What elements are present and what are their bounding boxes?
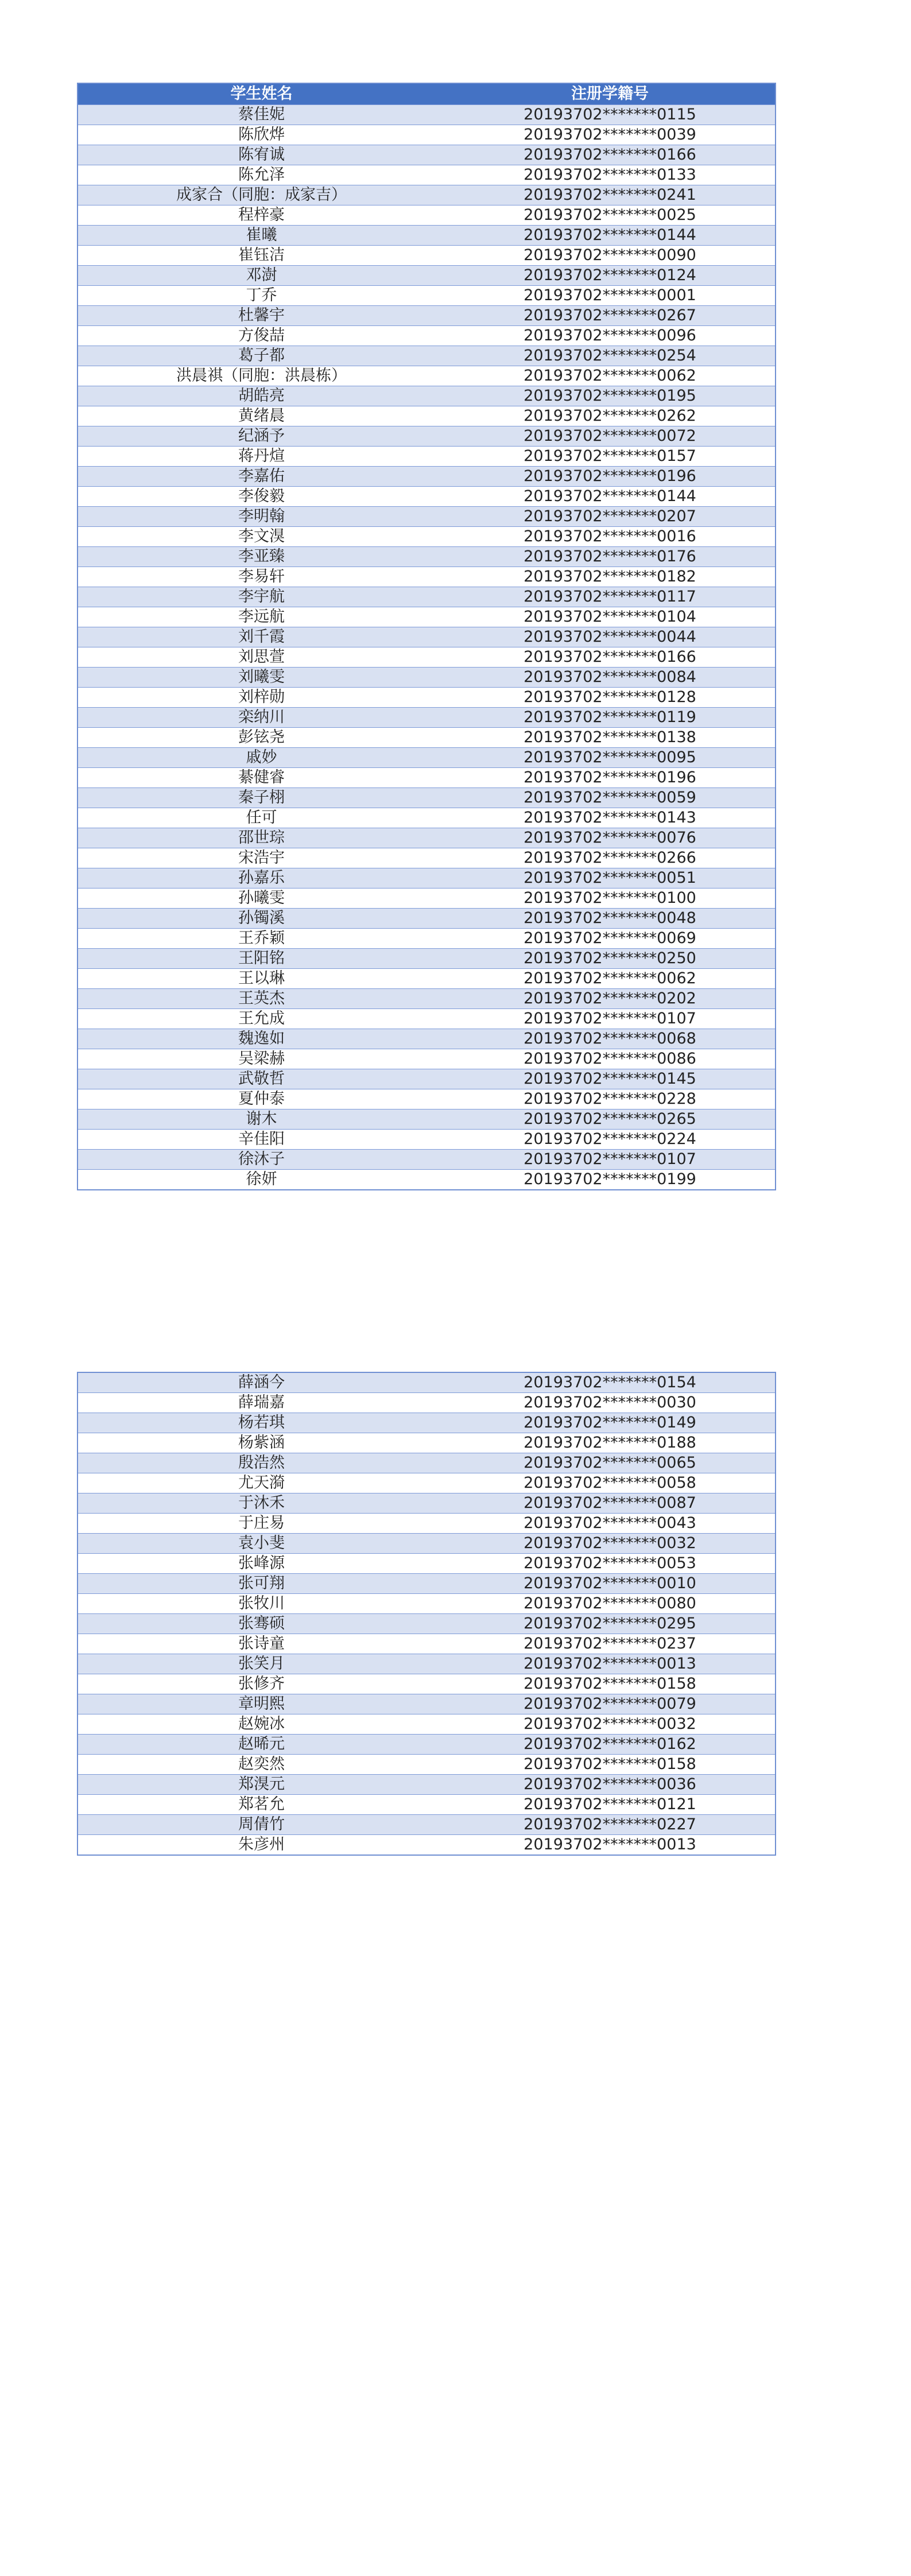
table-row <box>77 1554 776 1574</box>
student-name-cell: 杜馨宇 <box>77 306 445 326</box>
table-row <box>77 889 776 909</box>
student-name-cell: 葛子都 <box>77 346 445 366</box>
student-name-cell: 王英杰 <box>77 989 445 1009</box>
student-name-cell: 武敬哲 <box>77 1069 445 1089</box>
table-row <box>77 1755 776 1775</box>
registration-id-cell: 20193702*******0166 <box>445 647 776 668</box>
table-row <box>77 1775 776 1795</box>
roster-table-page-2 <box>77 1372 776 1856</box>
student-name-cell: 刘千霞 <box>77 627 445 647</box>
header-student-name: 学生姓名 <box>77 83 445 105</box>
student-name-cell: 崔曦 <box>77 226 445 246</box>
registration-id-cell: 20193702*******0059 <box>445 788 776 808</box>
table-row <box>77 1473 776 1493</box>
registration-id-cell: 20193702*******0144 <box>445 487 776 507</box>
registration-id-cell: 20193702*******0010 <box>445 1574 776 1594</box>
roster-body-page-1 <box>77 105 776 1190</box>
table-row <box>77 607 776 627</box>
registration-id-cell: 20193702*******0188 <box>445 1433 776 1453</box>
table-row <box>77 1634 776 1654</box>
registration-id-cell: 20193702*******0025 <box>445 205 776 226</box>
student-name-cell: 张可翔 <box>77 1574 445 1594</box>
student-name-cell: 陈允泽 <box>77 165 445 185</box>
student-name-cell: 邵世琮 <box>77 828 445 848</box>
registration-id-cell: 20193702*******0196 <box>445 467 776 487</box>
registration-id-cell: 20193702*******0086 <box>445 1049 776 1069</box>
table-row <box>77 1049 776 1069</box>
registration-id-cell: 20193702*******0090 <box>445 246 776 266</box>
table-row <box>77 868 776 889</box>
table-row <box>77 326 776 346</box>
student-name-cell: 张峰源 <box>77 1554 445 1574</box>
table-row <box>77 909 776 929</box>
table-row <box>77 728 776 748</box>
registration-id-cell: 20193702*******0115 <box>445 105 776 125</box>
table-row <box>77 1130 776 1150</box>
student-name-cell: 李远航 <box>77 607 445 627</box>
table-row <box>77 1694 776 1714</box>
table-row <box>77 1433 776 1453</box>
table-row <box>77 306 776 326</box>
table-row <box>77 346 776 366</box>
table-row <box>77 708 776 728</box>
student-name-cell: 杨紫涵 <box>77 1433 445 1453</box>
student-name-cell: 孙镯溪 <box>77 909 445 929</box>
table-row <box>77 1413 776 1433</box>
registration-id-cell: 20193702*******0158 <box>445 1755 776 1775</box>
registration-id-cell: 20193702*******0176 <box>445 547 776 567</box>
table-row <box>77 1493 776 1514</box>
registration-id-cell: 20193702*******0051 <box>445 868 776 889</box>
student-name-cell: 黄绪晨 <box>77 406 445 426</box>
registration-id-cell: 20193702*******0143 <box>445 808 776 828</box>
registration-id-cell: 20193702*******0149 <box>445 1413 776 1433</box>
registration-id-cell: 20193702*******0133 <box>445 165 776 185</box>
registration-id-cell: 20193702*******0095 <box>445 748 776 768</box>
table-row <box>77 627 776 647</box>
student-name-cell: 魏逸如 <box>77 1029 445 1049</box>
table-row <box>77 688 776 708</box>
header-registration-id: 注册学籍号 <box>445 83 776 105</box>
registration-id-cell: 20193702*******0079 <box>445 1694 776 1714</box>
student-name-cell: 袁小斐 <box>77 1534 445 1554</box>
registration-id-cell: 20193702*******0162 <box>445 1735 776 1755</box>
table-row <box>77 1453 776 1473</box>
registration-id-cell: 20193702*******0076 <box>445 828 776 848</box>
table-row <box>77 768 776 788</box>
registration-id-cell: 20193702*******0036 <box>445 1775 776 1795</box>
registration-id-cell: 20193702*******0267 <box>445 306 776 326</box>
registration-id-cell: 20193702*******0032 <box>445 1714 776 1735</box>
table-row <box>77 286 776 306</box>
table-row <box>77 949 776 969</box>
table-row <box>77 105 776 125</box>
registration-id-cell: 20193702*******0032 <box>445 1534 776 1554</box>
student-name-cell: 李亚臻 <box>77 547 445 567</box>
student-name-cell: 章明熙 <box>77 1694 445 1714</box>
registration-id-cell: 20193702*******0138 <box>445 728 776 748</box>
registration-id-cell: 20193702*******0202 <box>445 989 776 1009</box>
table-row <box>77 507 776 527</box>
table-row <box>77 647 776 668</box>
registration-id-cell: 20193702*******0053 <box>445 1554 776 1574</box>
registration-id-cell: 20193702*******0084 <box>445 668 776 688</box>
table-row <box>77 547 776 567</box>
registration-id-cell: 20193702*******0254 <box>445 346 776 366</box>
roster-body-page-2 <box>77 1372 776 1855</box>
student-name-cell: 李明翰 <box>77 507 445 527</box>
student-name-cell: 孙曦雯 <box>77 889 445 909</box>
registration-id-cell: 20193702*******0237 <box>445 1634 776 1654</box>
table-row <box>77 487 776 507</box>
roster-table-page-1 <box>77 83 776 1190</box>
student-name-cell: 秦子栩 <box>77 788 445 808</box>
student-name-cell: 胡皓亮 <box>77 386 445 406</box>
student-name-cell: 李俊毅 <box>77 487 445 507</box>
student-name-cell: 王允成 <box>77 1009 445 1029</box>
student-name-cell: 彭铉尧 <box>77 728 445 748</box>
student-name-cell: 崔钰洁 <box>77 246 445 266</box>
table-row <box>77 266 776 286</box>
student-name-cell: 李易轩 <box>77 567 445 587</box>
table-row <box>77 929 776 949</box>
registration-id-cell: 20193702*******0265 <box>445 1109 776 1130</box>
table-row <box>77 668 776 688</box>
student-name-cell: 王乔颖 <box>77 929 445 949</box>
student-name-cell: 杨若琪 <box>77 1413 445 1433</box>
table-row <box>77 165 776 185</box>
student-name-cell: 谢木 <box>77 1109 445 1130</box>
registration-id-cell: 20193702*******0044 <box>445 627 776 647</box>
table-row <box>77 246 776 266</box>
table-row <box>77 386 776 406</box>
student-name-cell: 戚妙 <box>77 748 445 768</box>
student-name-cell: 尤天漪 <box>77 1473 445 1493</box>
student-name-cell: 刘曦雯 <box>77 668 445 688</box>
table-row <box>77 125 776 145</box>
table-row <box>77 1614 776 1634</box>
student-name-cell: 綦健睿 <box>77 768 445 788</box>
registration-id-cell: 20193702*******0154 <box>445 1372 776 1393</box>
registration-id-cell: 20193702*******0199 <box>445 1170 776 1190</box>
registration-id-cell: 20193702*******0087 <box>445 1493 776 1514</box>
student-name-cell: 郑湨元 <box>77 1775 445 1795</box>
table-row <box>77 1574 776 1594</box>
table-row <box>77 226 776 246</box>
table-row <box>77 1170 776 1190</box>
registration-id-cell: 20193702*******0157 <box>445 447 776 467</box>
student-name-cell: 刘梓勋 <box>77 688 445 708</box>
student-name-cell: 纪涵予 <box>77 426 445 447</box>
student-name-cell: 夏仲泰 <box>77 1089 445 1109</box>
table-row <box>77 1514 776 1534</box>
registration-id-cell: 20193702*******0039 <box>445 125 776 145</box>
registration-id-cell: 20193702*******0043 <box>445 1514 776 1534</box>
student-name-cell: 丁乔 <box>77 286 445 306</box>
table-row <box>77 989 776 1009</box>
student-name-cell: 张骞硕 <box>77 1614 445 1634</box>
student-name-cell: 宋浩宇 <box>77 848 445 868</box>
registration-id-cell: 20193702*******0224 <box>445 1130 776 1150</box>
table-row <box>77 587 776 607</box>
registration-id-cell: 20193702*******0182 <box>445 567 776 587</box>
table-row <box>77 426 776 447</box>
table-row <box>77 1009 776 1029</box>
student-name-cell: 于庄易 <box>77 1514 445 1534</box>
student-name-cell: 赵婉冰 <box>77 1714 445 1735</box>
table-row <box>77 1109 776 1130</box>
student-name-cell: 王阳铭 <box>77 949 445 969</box>
table-row <box>77 1795 776 1815</box>
student-name-cell: 李宇航 <box>77 587 445 607</box>
student-name-cell: 方俊喆 <box>77 326 445 346</box>
table-row <box>77 527 776 547</box>
registration-id-cell: 20193702*******0121 <box>445 1795 776 1815</box>
registration-id-cell: 20193702*******0068 <box>445 1029 776 1049</box>
table-row <box>77 366 776 386</box>
registration-id-cell: 20193702*******0065 <box>445 1453 776 1473</box>
table-row <box>77 788 776 808</box>
table-row <box>77 969 776 989</box>
table-row <box>77 145 776 165</box>
registration-id-cell: 20193702*******0196 <box>445 768 776 788</box>
student-name-cell: 蒋丹煊 <box>77 447 445 467</box>
registration-id-cell: 20193702*******0144 <box>445 226 776 246</box>
registration-id-cell: 20193702*******0062 <box>445 969 776 989</box>
table-row <box>77 406 776 426</box>
table-row <box>77 1089 776 1109</box>
registration-id-cell: 20193702*******0227 <box>445 1815 776 1835</box>
table-row <box>77 185 776 205</box>
registration-id-cell: 20193702*******0069 <box>445 929 776 949</box>
table-row <box>77 205 776 226</box>
registration-id-cell: 20193702*******0228 <box>445 1089 776 1109</box>
registration-id-cell: 20193702*******0124 <box>445 266 776 286</box>
student-name-cell: 徐妍 <box>77 1170 445 1190</box>
registration-id-cell: 20193702*******0195 <box>445 386 776 406</box>
student-name-cell: 王以琳 <box>77 969 445 989</box>
table-row <box>77 1534 776 1554</box>
student-name-cell: 张牧川 <box>77 1594 445 1614</box>
table-row <box>77 748 776 768</box>
registration-id-cell: 20193702*******0166 <box>445 145 776 165</box>
student-name-cell: 洪晨祺（同胞：洪晨栋） <box>77 366 445 386</box>
student-name-cell: 李文湨 <box>77 527 445 547</box>
table-row <box>77 1835 776 1856</box>
registration-id-cell: 20193702*******0119 <box>445 708 776 728</box>
table-row <box>77 1029 776 1049</box>
student-name-cell: 蔡佳妮 <box>77 105 445 125</box>
table-row <box>77 1674 776 1694</box>
registration-id-cell: 20193702*******0001 <box>445 286 776 306</box>
student-name-cell: 程梓豪 <box>77 205 445 226</box>
registration-id-cell: 20193702*******0080 <box>445 1594 776 1614</box>
student-name-cell: 刘思萱 <box>77 647 445 668</box>
table-row <box>77 447 776 467</box>
registration-id-cell: 20193702*******0207 <box>445 507 776 527</box>
table-header-row <box>77 83 776 105</box>
registration-id-cell: 20193702*******0241 <box>445 185 776 205</box>
registration-id-cell: 20193702*******0016 <box>445 527 776 547</box>
registration-id-cell: 20193702*******0096 <box>445 326 776 346</box>
table-row <box>77 1594 776 1614</box>
student-name-cell: 周倩竹 <box>77 1815 445 1835</box>
student-name-cell: 徐沐子 <box>77 1150 445 1170</box>
table-row <box>77 848 776 868</box>
student-name-cell: 吴梁赫 <box>77 1049 445 1069</box>
table-row <box>77 1815 776 1835</box>
student-name-cell: 张修齐 <box>77 1674 445 1694</box>
student-name-cell: 成家合（同胞：成家吉） <box>77 185 445 205</box>
student-name-cell: 赵奕然 <box>77 1755 445 1775</box>
registration-id-cell: 20193702*******0117 <box>445 587 776 607</box>
student-name-cell: 薛瑞嘉 <box>77 1393 445 1413</box>
registration-id-cell: 20193702*******0107 <box>445 1150 776 1170</box>
registration-id-cell: 20193702*******0013 <box>445 1835 776 1856</box>
table-row <box>77 1069 776 1089</box>
table-row <box>77 1714 776 1735</box>
registration-id-cell: 20193702*******0145 <box>445 1069 776 1089</box>
registration-id-cell: 20193702*******0158 <box>445 1674 776 1694</box>
registration-id-cell: 20193702*******0048 <box>445 909 776 929</box>
student-name-cell: 陈宥诚 <box>77 145 445 165</box>
table-row <box>77 828 776 848</box>
table-row <box>77 1393 776 1413</box>
registration-id-cell: 20193702*******0100 <box>445 889 776 909</box>
table-row <box>77 467 776 487</box>
registration-id-cell: 20193702*******0062 <box>445 366 776 386</box>
registration-id-cell: 20193702*******0104 <box>445 607 776 627</box>
student-name-cell: 栾纳川 <box>77 708 445 728</box>
registration-id-cell: 20193702*******0295 <box>445 1614 776 1634</box>
registration-id-cell: 20193702*******0107 <box>445 1009 776 1029</box>
registration-id-cell: 20193702*******0058 <box>445 1473 776 1493</box>
student-name-cell: 陈欣烨 <box>77 125 445 145</box>
table-row <box>77 567 776 587</box>
registration-id-cell: 20193702*******0128 <box>445 688 776 708</box>
student-name-cell: 殷浩然 <box>77 1453 445 1473</box>
registration-id-cell: 20193702*******0250 <box>445 949 776 969</box>
registration-id-cell: 20193702*******0030 <box>445 1393 776 1413</box>
student-name-cell: 邓澍 <box>77 266 445 286</box>
table-row <box>77 1150 776 1170</box>
student-name-cell: 朱彦州 <box>77 1835 445 1856</box>
table-row <box>77 1735 776 1755</box>
table-row <box>77 1654 776 1674</box>
student-name-cell: 李嘉佑 <box>77 467 445 487</box>
student-name-cell: 郑茗允 <box>77 1795 445 1815</box>
student-name-cell: 任可 <box>77 808 445 828</box>
registration-id-cell: 20193702*******0266 <box>445 848 776 868</box>
student-name-cell: 孙嘉乐 <box>77 868 445 889</box>
table-row <box>77 808 776 828</box>
student-name-cell: 张诗童 <box>77 1634 445 1654</box>
student-name-cell: 于沐禾 <box>77 1493 445 1514</box>
student-name-cell: 赵晞元 <box>77 1735 445 1755</box>
registration-id-cell: 20193702*******0072 <box>445 426 776 447</box>
registration-id-cell: 20193702*******0013 <box>445 1654 776 1674</box>
registration-id-cell: 20193702*******0262 <box>445 406 776 426</box>
student-name-cell: 薛涵今 <box>77 1372 445 1393</box>
student-name-cell: 辛佳阳 <box>77 1130 445 1150</box>
student-name-cell: 张笑月 <box>77 1654 445 1674</box>
table-row <box>77 1372 776 1393</box>
